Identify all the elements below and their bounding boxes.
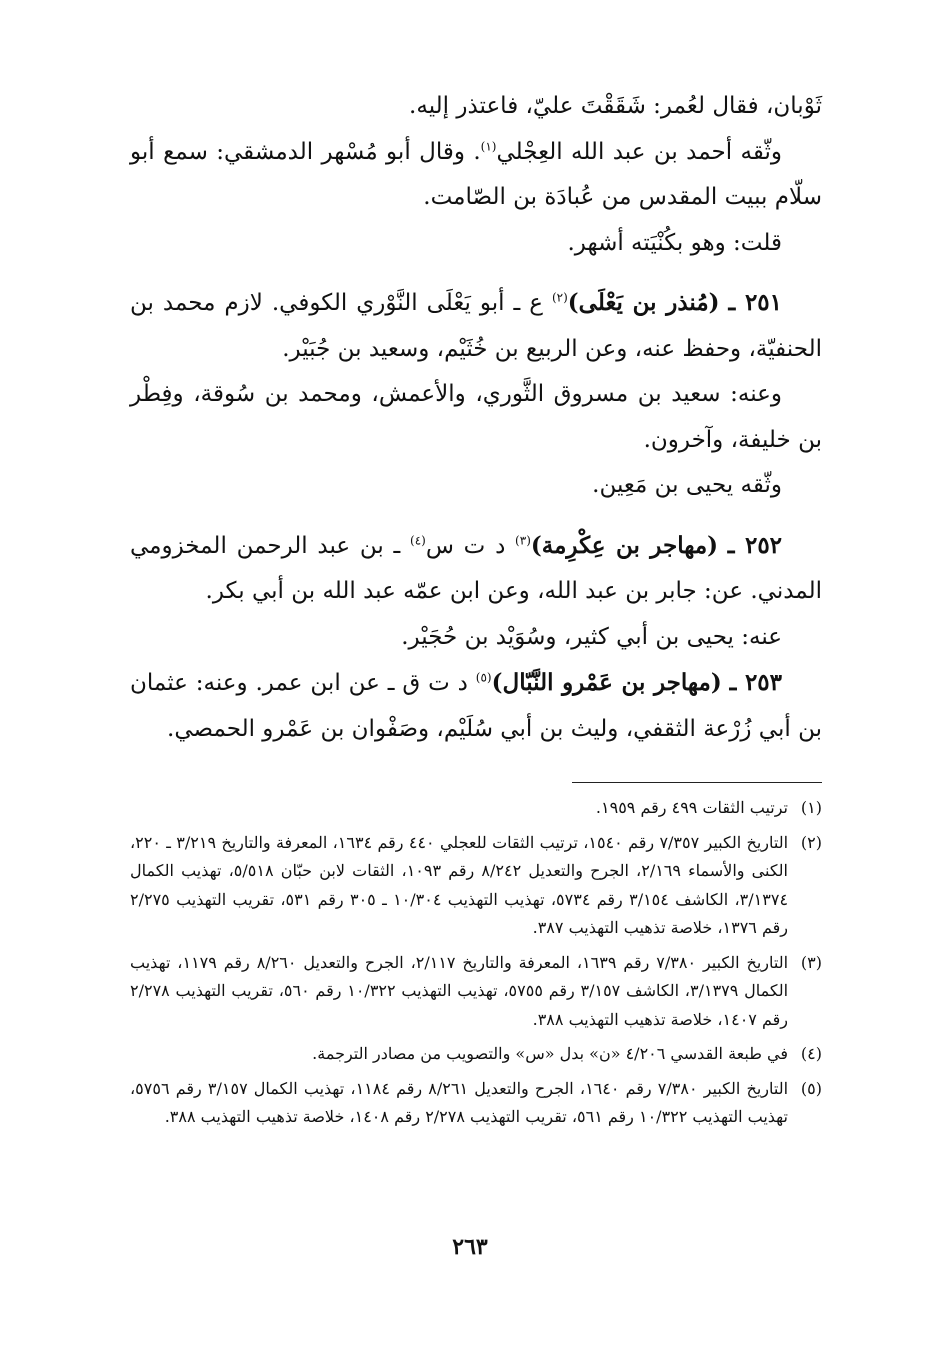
entry-251-trust: وثّقه يحيى بن مَعِين. [592, 472, 782, 498]
footnote-divider [572, 782, 822, 783]
paragraph-thawban: ثَوْبان، فقال لعُمر: شَقَقْتَ عليّ، فاعتذر إليه. [409, 93, 822, 119]
entry-name: (مهاجر بن عَمْرو النَّبّال) [491, 669, 722, 696]
footnote-mark: (١) [800, 798, 822, 817]
entry-number: ٢٥٢ ـ [727, 531, 783, 559]
paragraph-tawthiq [130, 130, 822, 221]
entry-text: ع ـ أبو يَعْلَى النَّوْري الكوفي. لازم محمد بن الحنفيّة، وحفظ عنه، وعن الربيع بن خُثَيْم، وسعيد بن جُبَيْر. [130, 290, 822, 362]
paragraph-qultu: قلت: وهو بكُنْيَته أشهر. [567, 229, 782, 256]
footnote-mark: (٢) [800, 832, 822, 852]
main-text [130, 84, 822, 752]
footnote-text: التاريخ الكبير ٧/٣٨٠ رقم ١٦٣٩، المعرفة والتاريخ ٢/١١٧، الجرح والتعديل ٨/٢٦٠ رقم ١١٧٩، تهذيب الكمال ٣/١٣٧٩، الكاشف ٣/١٥٧ رقم ٥٧٥٥، تهذيب التهذيب ١٠/٣٢٢ رقم ٥٦٠، تقريب التهذيب ٢/٢٧٨ رقم ١٤٠٧، خلاصة تذهيب التهذيب ٣٨٨. [130, 952, 789, 1029]
footnote-3 [130, 949, 822, 1035]
entry-text: د ت س [425, 532, 516, 559]
footnotes [130, 794, 822, 1132]
footnote-ref: (٤) [410, 532, 426, 547]
footnote-ref: (٣) [515, 532, 531, 547]
text-segment: . وقال أبو مُسْهر الدمشقي: سمع أبو سلّام ببيت المقدس من عُبادَة بن الصّامت. [130, 138, 822, 210]
footnote-text: التاريخ الكبير ٧/٣٨٠ رقم ١٦٤٠، الجرح والتعديل ٨/٢٦١ رقم ١١٨٤، تهذيب الكمال ٣/١٥٧ رقم ٥٧٥٦، تهذيب التهذيب ١٠/٣٢٢ رقم ٥٦١، تقريب التهذيب ٢/٢٧٨ رقم ١٤٠٨، خلاصة تذهيب التهذيب ٣٨٨. [130, 1078, 789, 1126]
entry-252 [130, 523, 822, 615]
entry-251-students: وعنه: سعيد بن مسروق الثَّوري، والأعمش، ومحمد بن سُوقة، وفِطْر بن خليفة، وآخرون. [130, 381, 822, 453]
footnote-text: ترتيب الثقات ٤٩٩ رقم ١٩٥٩. [595, 798, 788, 817]
entry-number: ٢٥٣ ـ [729, 669, 782, 696]
footnote-4 [130, 1040, 822, 1069]
footnote-ref: (٥) [475, 670, 492, 685]
page-number: ٢٦٣ [452, 1234, 488, 1260]
entry-text: ـ بن عبد الرحمن المخزومي المدني. عن: جابر بن عبد الله، وعن ابن عمّه عبد الله بن أبي بكر. [130, 532, 822, 604]
footnote-mark: (٥) [800, 1078, 822, 1098]
footnote-ref: (١) [480, 138, 497, 153]
footnote-1 [130, 794, 822, 823]
entry-252-students: عنه: يحيى بن أبي كثير، وسُوَيْد بن حُجَيْر. [401, 623, 782, 650]
footnote-text: في طبعة القدسي ٤/٢٠٦ «ن» بدل «س» والتصويب من مصادر الترجمة. [312, 1044, 788, 1063]
footnote-ref: (٢) [551, 290, 568, 305]
entry-name: (مهاجر بن عِكْرِمة) [530, 531, 719, 559]
footnote-text: التاريخ الكبير ٧/٣٥٧ رقم ١٥٤٠، ترتيب الثقات للعجلي ٤٤٠ رقم ١٦٣٤، المعرفة والتاريخ ٣/٢١٩ ـ ٢٢٠، الكنى والأسماء ٢/١٦٩، الجرح والتعديل ٨/٢٤٢ رقم ١٠٩٣، الثقات لابن حبّان ٥/٥١٨، تهذيب الكمال ٣/١٣٧٤، الكاشف ٣/١٥٤ رقم ٥٧٣٤، تهذيب التهذيب ١٠/٣٠٤ ـ ٣٠٥ رقم ٥٣١، تقريب التهذيب ٢/٢٧٥ رقم ١٣٧٦، خلاصة تذهيب التهذيب ٣٨٧. [130, 832, 789, 937]
text-segment: وثّقه أحمد بن عبد الله العِجْلي [496, 138, 782, 165]
entry-text: د ت ق ـ عن ابن عمر. وعنه: عثمان بن أبي زُرْعة الثقفي، وليث بن أبي سُلَيْم، وصَفْوان بن عَمْرو الحمصي. [130, 670, 822, 742]
footnote-2 [130, 829, 822, 943]
entry-251 [130, 280, 822, 372]
footnote-mark: (٣) [800, 952, 822, 972]
entry-name: (مُنذر بن يَعْلَى) [567, 289, 720, 316]
entry-253 [130, 660, 822, 752]
footnote-mark: (٤) [800, 1044, 822, 1063]
entry-number: ٢٥١ ـ [728, 289, 782, 316]
footnote-5 [130, 1075, 822, 1132]
